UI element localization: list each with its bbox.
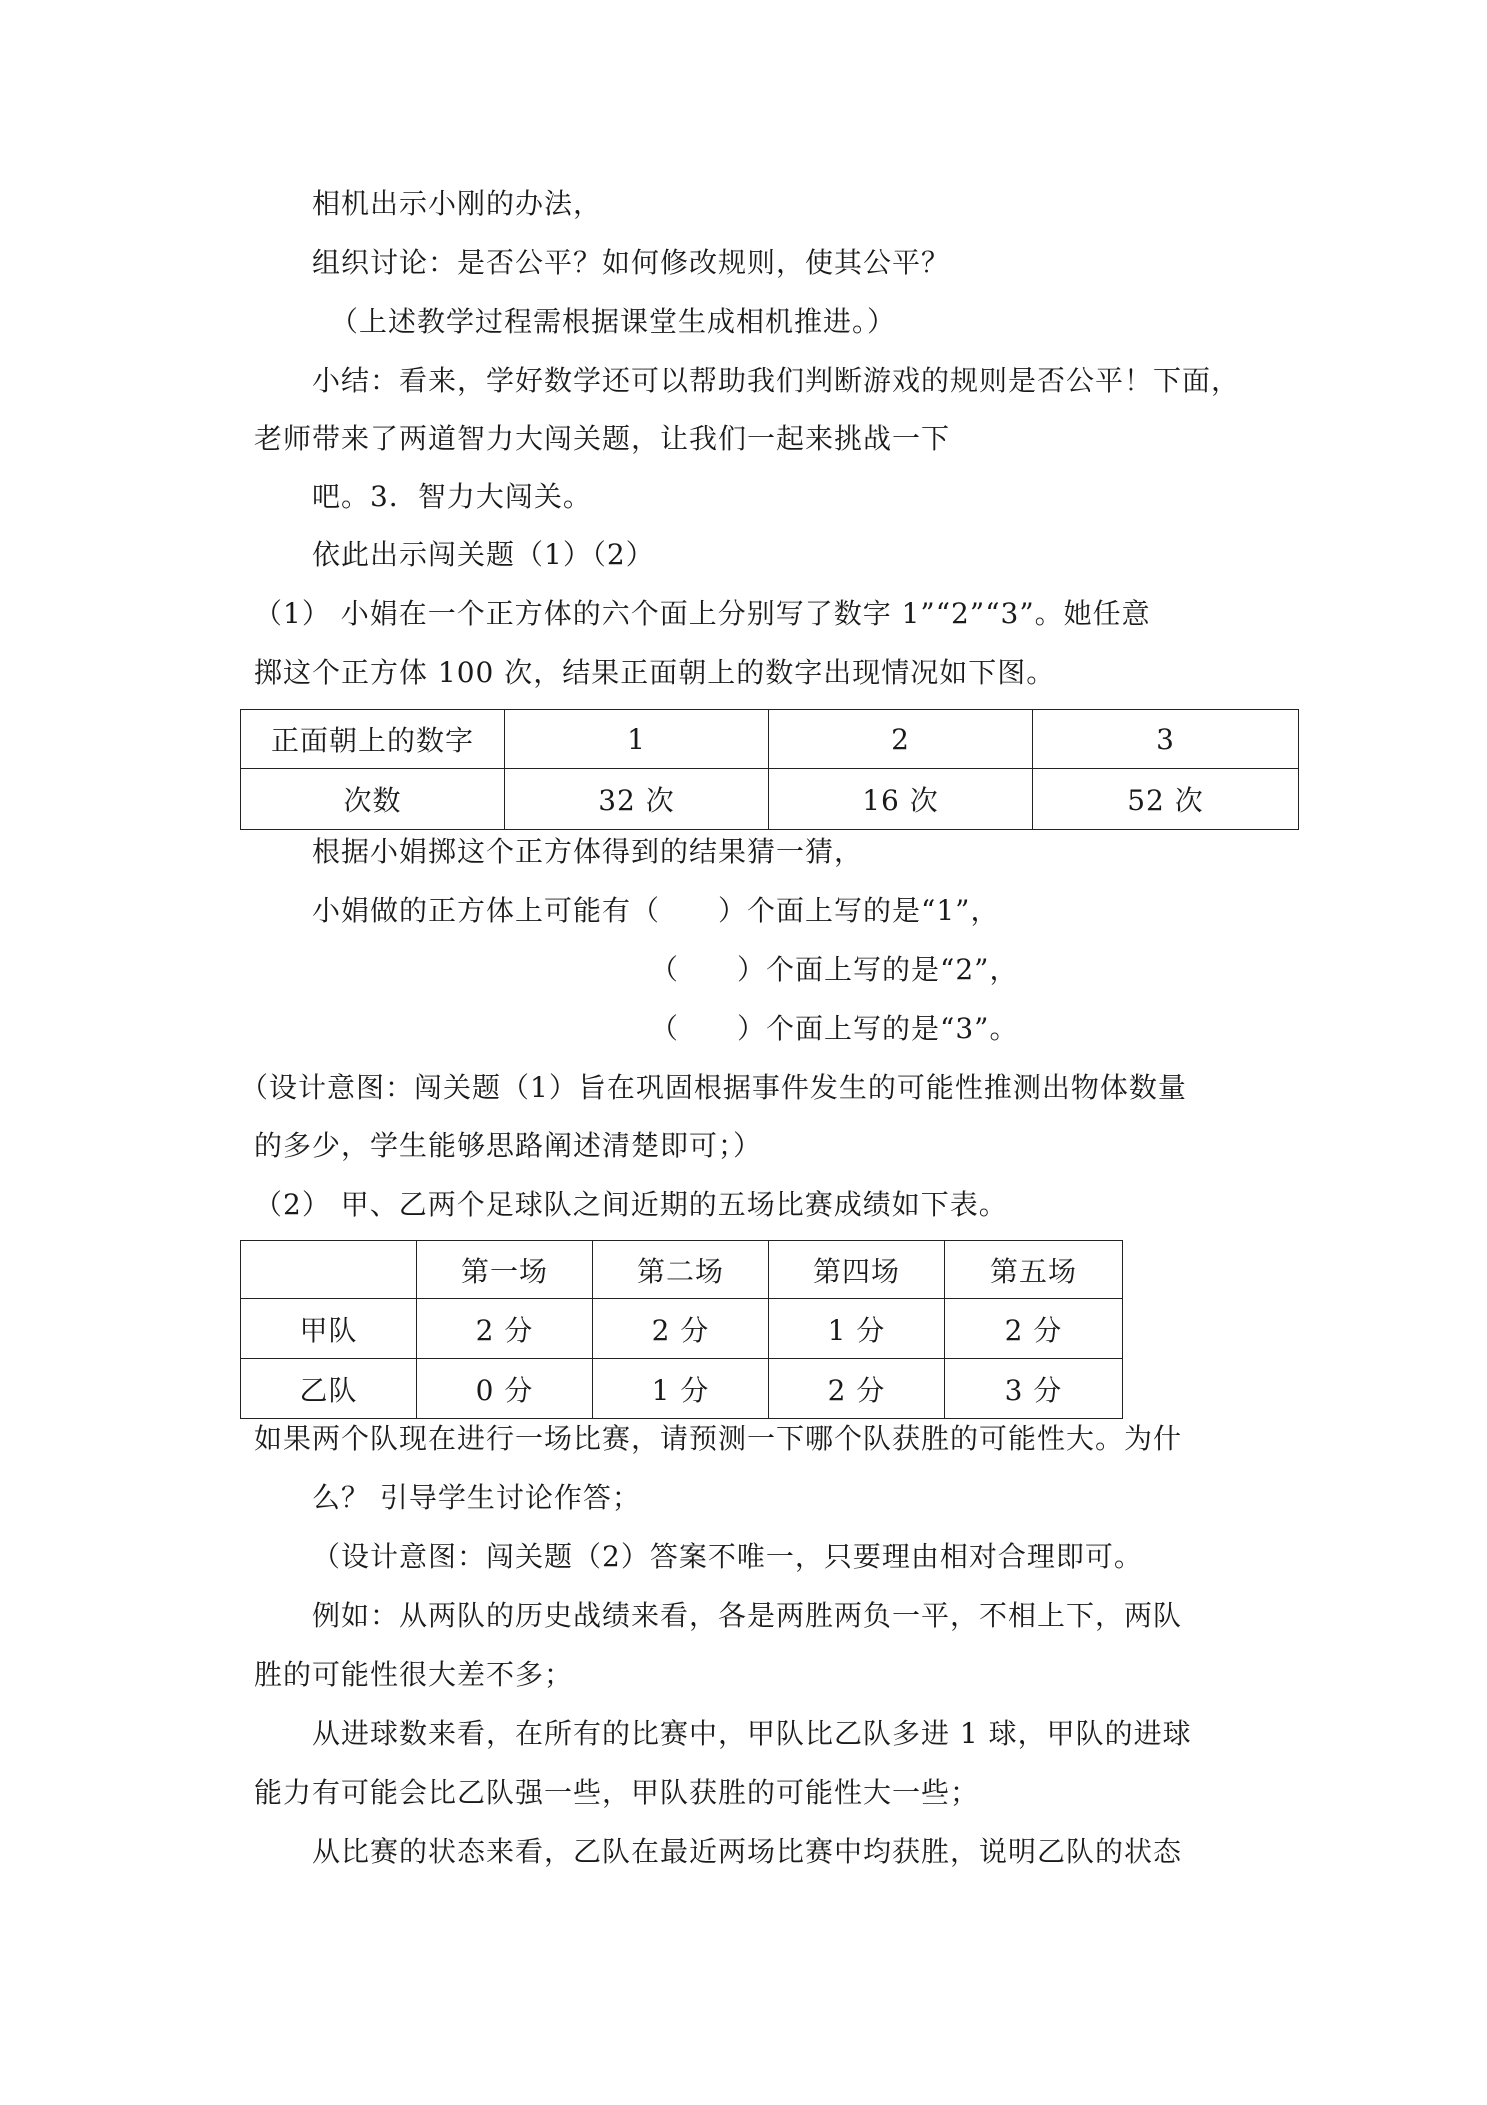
table-cell: 2 分 [945, 1299, 1123, 1359]
table-cell: 1 分 [769, 1299, 945, 1359]
paragraph-line: 从比赛的状态来看，乙队在最近两场比赛中均获胜，说明乙队的状态 [312, 1835, 1183, 1868]
paragraph-line: 小娟做的正方体上可能有（ ）个面上写的是“1”， [312, 894, 1000, 927]
paragraph-line: 胜的可能性很大差不多； [254, 1658, 574, 1691]
table-cell: 正面朝上的数字 [241, 710, 505, 769]
paragraph-line: 掷这个正方体 100 次，结果正面朝上的数字出现情况如下图。 [254, 656, 1056, 689]
dice-result-table [240, 709, 1299, 830]
table-cell: 32 次 [505, 769, 769, 830]
paragraph-line: （1） 小娟在一个正方体的六个面上分别写了数字 1”“2”“3”。她任意 [254, 597, 1151, 630]
table-cell: 3 分 [945, 1359, 1123, 1419]
table-header-row [241, 710, 1299, 769]
table-cell: 0 分 [417, 1359, 593, 1419]
paragraph-line: 老师带来了两道智力大闯关题，让我们一起来挑战一下 [254, 422, 951, 455]
table-header-row [241, 1241, 1123, 1299]
table-cell: 1 [505, 710, 769, 769]
table-cell [241, 1241, 417, 1299]
table-cell: 3 [1033, 710, 1299, 769]
paragraph-line: 如果两个队现在进行一场比赛，请预测一下哪个队获胜的可能性大。为什 [254, 1422, 1183, 1455]
table-row [241, 1299, 1123, 1359]
table-cell: 次数 [241, 769, 505, 830]
paragraph-line: （设计意图：闯关题（2）答案不唯一，只要理由相对合理即可。 [312, 1540, 1143, 1573]
table-cell: 1 分 [593, 1359, 769, 1419]
table-cell: 乙队 [241, 1359, 417, 1419]
paragraph-line: （ ）个面上写的是“2”， [650, 953, 1019, 986]
table-cell: 2 分 [593, 1299, 769, 1359]
paragraph-line: （设计意图：闯关题（1）旨在巩固根据事件发生的可能性推测出物体数量 [240, 1071, 1187, 1104]
table-cell: 甲队 [241, 1299, 417, 1359]
paragraph-line: 相机出示小刚的办法， [312, 187, 603, 220]
paragraph-line: 根据小娟掷这个正方体得到的结果猜一猜， [312, 835, 864, 868]
table-cell: 2 [769, 710, 1033, 769]
table-cell: 第一场 [417, 1241, 593, 1299]
table-cell: 第四场 [769, 1241, 945, 1299]
table-cell: 第二场 [593, 1241, 769, 1299]
paragraph-line: （上述教学过程需根据课堂生成相机推进。） [330, 305, 897, 338]
paragraph-line: （ ）个面上写的是“3”。 [650, 1012, 1019, 1045]
table-cell: 52 次 [1033, 769, 1299, 830]
paragraph-line: 吧。3．智力大闯关。 [312, 480, 592, 513]
paragraph-line: 的多少，学生能够思路阐述清楚即可；） [254, 1129, 763, 1162]
table-cell: 2 分 [769, 1359, 945, 1419]
table-row [241, 1359, 1123, 1419]
paragraph-line: 么？ 引导学生讨论作答； [312, 1481, 641, 1514]
table-cell: 第五场 [945, 1241, 1123, 1299]
table-cell: 2 分 [417, 1299, 593, 1359]
paragraph-line: （2） 甲、乙两个足球队之间近期的五场比赛成绩如下表。 [254, 1188, 1008, 1221]
paragraph-line: 小结：看来，学好数学还可以帮助我们判断游戏的规则是否公平！下面， [312, 364, 1241, 397]
table-cell: 16 次 [769, 769, 1033, 830]
match-score-table [240, 1240, 1123, 1419]
paragraph-line: 组织讨论：是否公平？如何修改规则，使其公平？ [312, 246, 951, 279]
table-row [241, 769, 1299, 830]
paragraph-line: 例如：从两队的历史战绩来看，各是两胜两负一平，不相上下，两队 [312, 1599, 1183, 1632]
paragraph-line: 依此出示闯关题（1）（2） [312, 538, 655, 571]
paragraph-line: 能力有可能会比乙队强一些，甲队获胜的可能性大一些； [254, 1776, 980, 1809]
paragraph-line: 从进球数来看，在所有的比赛中，甲队比乙队多进 1 球，甲队的进球 [312, 1717, 1192, 1750]
